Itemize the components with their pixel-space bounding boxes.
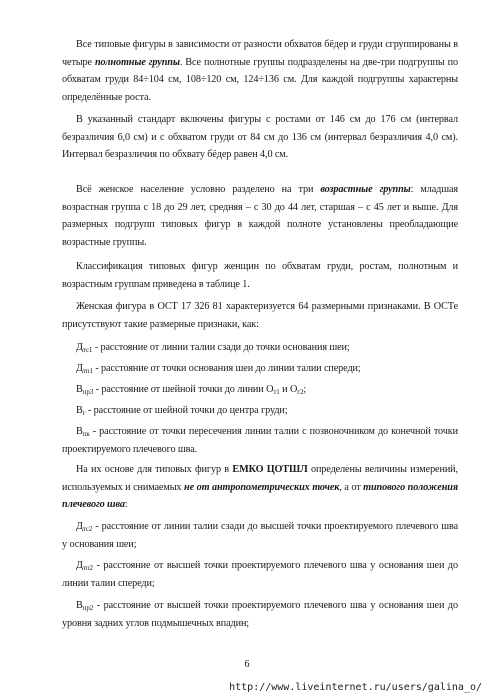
definition-dtp1: $Д_{тп1}$ - расстояние от точки основания шеи до линии талии спереди;	[76, 363, 361, 375]
paragraph-standard-heights: В указанный стандарт включены фигуры с ростами от 146 см до 176 см (интервал безразличия 6,0 см) и с обхватом груди от 84 см до 136 см (интервал безразличия 4,0 см). Интервал безразличия по обхвату бёдер равен 4,0 см.	[62, 114, 458, 161]
definition-dtp2: $Д_{тп2}$ - расстояние от высшей точки проектируемого плечевого шва у основания шеи до линии талии спереди;	[62, 560, 458, 589]
definition-vpr3: $В_{пр3}$ - расстояние от шейной точки до линии $О_{т1}$ и $О_{г2}$;	[76, 384, 307, 396]
paragraph-fullness-groups: Все типовые фигуры в зависимости от разности обхватов бёдер и груди сгруппированы в четыре полнотные группы. Все полнотные группы подразделены на две-три подгруппы по обхватам груди 84÷104 см, 108÷120 см, 124÷136 см. Для каждой подгруппы характерны определённые роста.	[62, 39, 458, 103]
paragraph-classification: Классификация типовых фигур женщин по обхватам груди, ростам, полнотным и возрастным группам приведена в таблице 1.	[62, 261, 458, 290]
definition-dts2: $Д_{тс2}$ - расстояние от линии талии сзади до высшей точки проектируемого плечевого шва у основания шеи;	[62, 521, 458, 550]
definition-vpk: $В_{пк}$ - расстояние от точки пересечения линии талии с позвоночником до конечной точки проектируемого плечевого шва.	[62, 426, 458, 455]
definition-vg: $В_г$ - расстояние от шейной точки до центра груди;	[76, 405, 288, 417]
watermark-url: http://www.liveinternet.ru/users/galina_o/	[229, 682, 482, 693]
paragraph-emko: На их основе для типовых фигур в ЕМКО ЦОТШЛ определены величины измерений, используемых и снимаемых не от антропометрических точек, а от типового положения плечевого шва:	[62, 464, 458, 511]
paragraph-ost: Женская фигура в ОСТ 17 326 81 характеризуется 64 размерными признаками. В ОСТе присутствуют такие размерные признаки, как:	[62, 301, 458, 330]
page-number: 6	[244, 659, 250, 670]
paragraph-age-groups: Всё женское население условно разделено на три возрастные группы: младшая возрастная группа с 18 до 29 лет, средняя – с 30 до 44 лет, старшая – с 45 лет и выше. Для размерных подгрупп типовых фигур в каждой полноте установлены преобладающие возрастные группы.	[62, 184, 458, 248]
definition-dts1: $Д_{тс1}$ - расстояние от линии талии сзади до точки основания шеи;	[76, 342, 350, 354]
definition-vpr2: $В_{пр2}$ - расстояние от высшей точки проектируемого плечевого шва у основания шеи до уровня задних углов подмышечных впадин;	[62, 600, 458, 629]
